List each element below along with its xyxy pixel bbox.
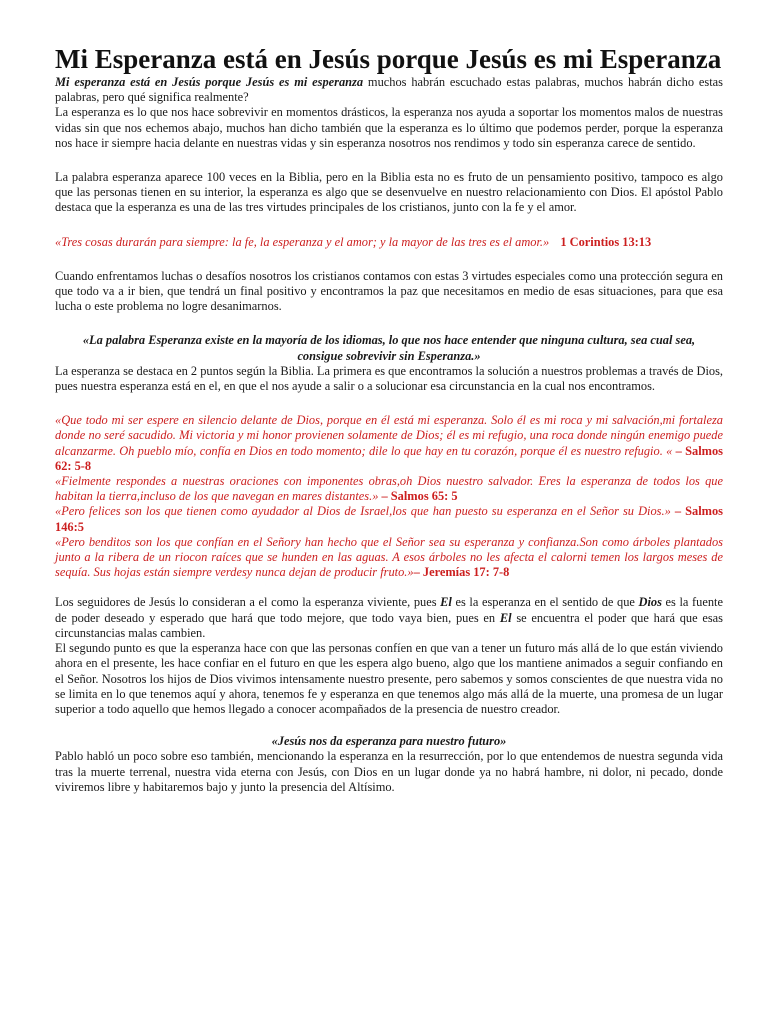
verse-item: «Pero felices son los que tienen como ayudador al Dios de Israel,los que han puesto su esperanza en el Señor su Dios.» – Salmos 146:5 (55, 504, 723, 534)
future-quote: «Jesús nos da esperanza para nuestro futuro» (271, 734, 507, 749)
intro-paragraph (55, 75, 723, 105)
psalms-verses (55, 413, 723, 580)
verse-reference: 1 Corintios 13:13 (560, 234, 652, 249)
corinthians-verse (55, 235, 723, 250)
verse-item: «Que todo mi ser espere en silencio delante de Dios, porque en él está mi esperanza. Solo él es mi roca y mi salvación,mi fortaleza donde no seré sacudido. Mi victoria y mi honor provienen solamente de Dios; él es mi refugio, una roca donde ningún enemigo puede alcanzarme. Oh pueblo mío, confía en Dios en todo momento; dile lo que hay en tu corazón, porque él es nuestro refugio. « – Salmos 62: 5-8 (55, 413, 723, 473)
followers-paragraph: Los seguidores de Jesús lo consideran a el como la esperanza viviente, pues El es la esperanza en el sentido de que Dios es la fuente de poder deseado y esperado que hará que todo mejore, que todo vaya bien, pues en El se encuentra el poder que hará que esas circunstancias malas cambien. (55, 595, 723, 640)
verse-text: «Tres cosas durarán para siempre: la fe, la esperanza y el amor; y la mayor de las tres es el amor.» (55, 234, 550, 249)
hope-paragraph: La esperanza es lo que nos hace sobrevivir en momentos drásticos, la esperanza nos ayuda a soportar los momentos malos de nuestras vidas sin que nos echemos abajo, muchos han dicho también que la esperanza es lo último que podemos perder, porque la esperanza nos hace ir siempre hacia delante en nuestras vidas y sin esperanza nosotros nos rendimos y todo sin esperanza carece de sentido. (55, 105, 723, 150)
verse-item: «Pero benditos son los que confían en el Señory han hecho que el Señor sea su esperanza y confianza.Son como árboles plantados junto a la ribera de un riocon raíces que se hunden en las aguas. A esos árboles no les afecta el calorni temen los largos meses de sequía. Sus hojas están siempre verdesy nunca dejan de producir fruto.»– Jeremías 17: 7-8 (55, 534, 723, 580)
bible-paragraph: La palabra esperanza aparece 100 veces en la Biblia, pero en la Biblia esta no es fruto de un pensamiento positivo, tampoco es algo que las personas tienen en su interior, la esperanza es algo que se desenvuelve en nuestro relacionamiento con Dios. El apóstol Pablo destaca que la esperanza es una de las tres virtudes principales de los cristianos, junto con la fe y el amor. (55, 170, 723, 215)
points-paragraph: La esperanza se destaca en 2 puntos según la Biblia. La primera es que encontramos la solución a nuestros problemas a través de Dios, pues nuestra esperanza está en el, en que el nos ayude a salir o a solucionar esa circunstancia en la cual nos encontramos. (55, 363, 723, 394)
intro-lead-rest: muchos habrán escuchado estas palabras, muchos habrán dicho estas palabras, pero qué significa realmente? (55, 75, 723, 105)
paul-paragraph: Pablo habló un poco sobre eso también, mencionando la esperanza en la resurrección, por lo que entendemos de nuestra segunda vida tras la muerte terrenal, nuestra vida eterna con Jesús, con Dios en un lugar donde ya no habrá hambre, ni dolor, ni pecado, donde viviremos libre y habitaremos bajo y junto la presencia del Altísimo. (55, 749, 723, 794)
document-page (55, 44, 723, 795)
second-point-paragraph: El segundo punto es que la esperanza hace con que las personas confíen en que van a tener un futuro más allá de lo que están viviendo ahora en el presente, les hace confiar en el futuro en que les espera algo bueno, algo que los mantiene animados a seguir confiando en el Señor. Nosotros los hijos de Dios vivimos intensamente nuestro presente, pero sabemos y somos conscientes de que nuestra vida no se limita en lo que tenemos aquí y ahora, tenemos fe y esperanza en que tenemos algo más allá de la muerte, una promesa de un lugar superior a todo aquello que hemos llegado a conocer acompañados de la presencia de nuestro creador. (55, 641, 723, 716)
languages-quote: «La palabra Esperanza existe en la mayoría de los idiomas, lo que nos hace entender que ninguna cultura, sea cual sea, consigue sobrevivir sin Esperanza.» (82, 333, 696, 363)
struggles-paragraph: Cuando enfrentamos luchas o desafíos nosotros los cristianos contamos con estas 3 virtudes especiales como una protección segura en que todo va a ir bien, que tendrá un final positivo y encontramos la paz que necesitamos en medio de esas situaciones, para que esa lucha o este problema no logre desanimarnos. (55, 268, 723, 314)
intro-lead: Mi esperanza está en Jesús porque Jesús es mi esperanza (55, 75, 364, 89)
page-title: Mi Esperanza está en Jesús porque Jesús es mi Esperanza (55, 44, 722, 74)
verse-item: «Fielmente respondes a nuestras oraciones con imponentes obras,oh Dios nuestro salvador. Eres la esperanza de todos los que habitan la tierra,incluso de los que navegan en mares distantes.» – Salmos 65: 5 (55, 474, 723, 504)
